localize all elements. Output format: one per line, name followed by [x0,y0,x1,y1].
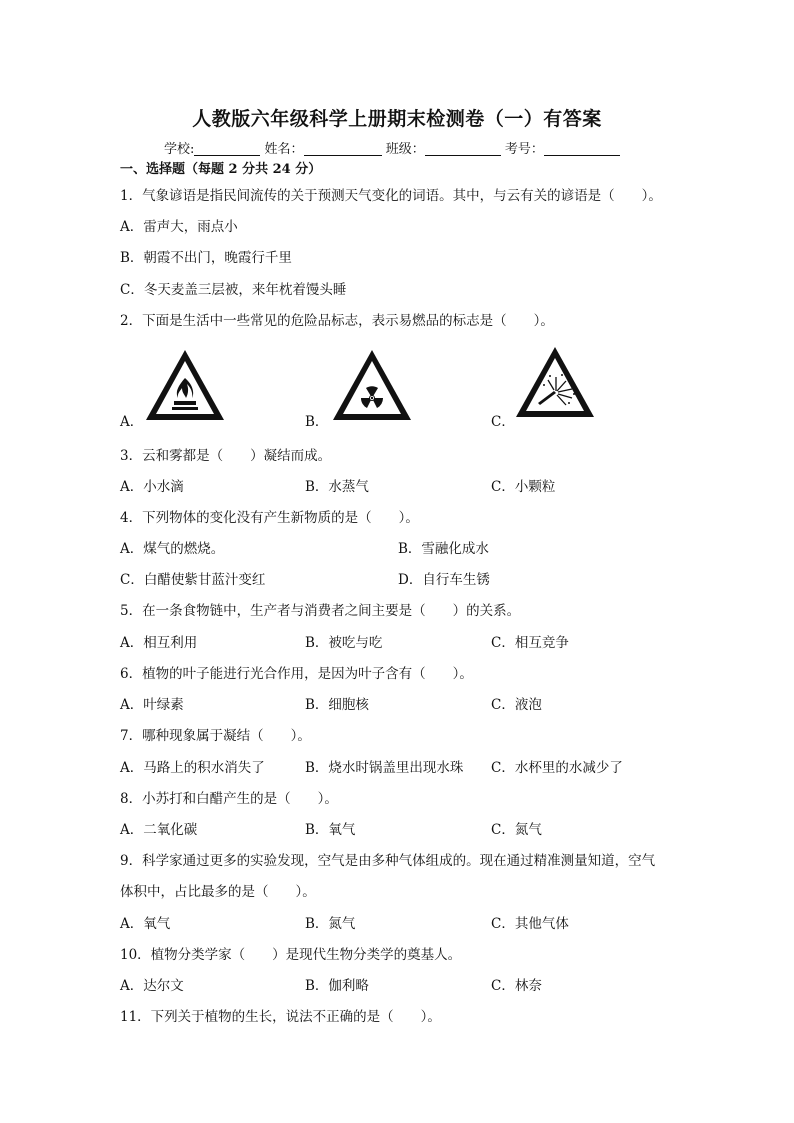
class-label: 班级： [385,142,425,157]
student-info [164,138,620,157]
q1-option-a[interactable]: A．雷声大，雨点小 [120,219,238,235]
q4-option-a[interactable]: A．煤气的燃烧。 [120,541,225,557]
q6-option-c[interactable]: C．液泡 [491,697,542,713]
question-7: 7．哪种现象属于凝结（ ）。 [120,728,311,744]
q7-option-c[interactable]: C．水杯里的水减少了 [491,760,623,776]
q2-option-b[interactable]: B． [305,414,329,430]
q6-option-b[interactable]: B．细胞核 [305,697,369,713]
q9-option-a[interactable]: A．氧气 [120,916,171,932]
question-5: 5．在一条食物链中，生产者与消费者之间主要是（ ）的关系。 [120,603,521,619]
q1-option-b[interactable]: B．朝霞不出门，晚霞行千里 [120,250,292,266]
flammable-icon [144,348,226,422]
question-10: 10．植物分类学家（ ）是现代生物分类学的奠基人。 [120,947,462,963]
question-1: 1．气象谚语是指民间流传的关于预测天气变化的词语。其中，与云有关的谚语是（ ）。 [120,188,662,204]
q7-option-b[interactable]: B．烧水时锅盖里出现水珠 [305,760,464,776]
q8-option-c[interactable]: C．氮气 [491,822,542,838]
class-blank[interactable] [425,141,501,156]
q5-option-a[interactable]: A．相互利用 [120,635,198,651]
page-title: 人教版六年级科学上册期末检测卷（一）有答案 [192,108,602,130]
q4-option-c[interactable]: C．白醋使紫甘蓝汁变红 [120,572,266,588]
explosive-icon [514,345,596,419]
q9-option-b[interactable]: B．氮气 [305,916,356,932]
section-heading: 一、选择题（每题 2 分共 24 分） [120,162,322,177]
q8-option-a[interactable]: A．二氧化碳 [120,822,198,838]
q10-option-b[interactable]: B．伽利略 [305,978,369,994]
q10-option-c[interactable]: C．林奈 [491,978,542,994]
question-6: 6．植物的叶子能进行光合作用，是因为叶子含有（ ）。 [120,666,473,682]
name-label: 姓名： [264,142,304,157]
question-9: 9．科学家通过更多的实验发现，空气是由多种气体组成的。现在通过精准测量知道，空气 [120,853,656,869]
question-2: 2．下面是生活中一些常见的危险品标志，表示易燃品的标志是（ ）。 [120,313,554,329]
q3-option-a[interactable]: A．小水滴 [120,479,184,495]
q5-option-c[interactable]: C．相互竞争 [491,635,569,651]
exam-no-blank[interactable] [544,141,620,156]
q3-option-b[interactable]: B．水蒸气 [305,479,369,495]
q8-option-b[interactable]: B．氧气 [305,822,356,838]
question-3: 3．云和雾都是（ ）凝结而成。 [120,448,332,464]
question-9-cont: 体积中，占比最多的是（ ）。 [120,884,316,900]
school-label: 学校: [164,142,195,157]
q1-option-c[interactable]: C．冬天麦盖三层被，来年枕着馒头睡 [120,282,347,298]
radioactive-icon [331,348,413,422]
q2-option-a[interactable]: A． [120,414,144,430]
school-blank[interactable] [194,141,260,156]
q4-option-b[interactable]: B．雪融化成水 [398,541,489,557]
q7-option-a[interactable]: A．马路上的积水消失了 [120,760,265,776]
q2-option-c[interactable]: C． [491,414,515,430]
q6-option-a[interactable]: A．叶绿素 [120,697,184,713]
name-blank[interactable] [304,141,382,156]
q5-option-b[interactable]: B．被吃与吃 [305,635,383,651]
question-8: 8．小苏打和白醋产生的是（ ）。 [120,791,338,807]
q10-option-a[interactable]: A．达尔文 [120,978,184,994]
q4-option-d[interactable]: D．自行车生锈 [398,572,490,588]
exam-no-label: 考号： [504,142,544,157]
question-4: 4．下列物体的变化没有产生新物质的是（ ）。 [120,510,419,526]
question-11: 11．下列关于植物的生长，说法不正确的是（ ）。 [120,1009,441,1025]
q9-option-c[interactable]: C．其他气体 [491,916,569,932]
q3-option-c[interactable]: C．小颗粒 [491,479,556,495]
